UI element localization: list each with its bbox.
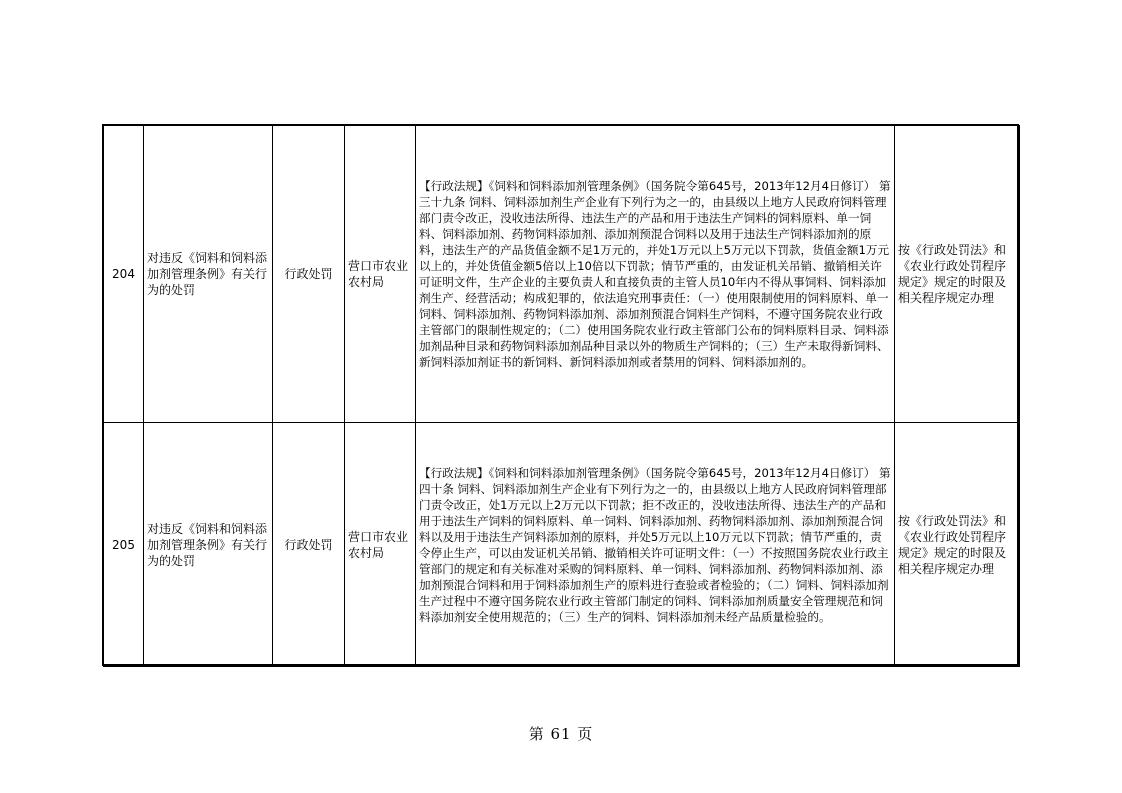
item-number: 204 [104,126,144,423]
responsible-department: 营口市农业农村局 [345,423,416,667]
responsible-department: 营口市农业农村局 [345,126,416,423]
penalty-list-table [103,125,1020,667]
procedure-note: 按《行政处罚法》和《农业行政处罚程序规定》规定的时限及相关程序规定办理 [895,423,1020,667]
power-type: 行政处罚 [273,423,345,667]
legal-basis: 【行政法规】《饲料和饲料添加剂管理条例》（国务院令第645号，2013年12月4日修订） 第四十条 饲料、饲料添加剂生产企业有下列行为之一的，由县级以上地方人民政府饲料管理部门责令改正，处1万元以上2万元以下罚款；拒不改正的，没收违法所得、违法生产的产品和用于违法生产饲料的饲料原料、单一饲料、饲料添加剂、药物饲料添加剂、添加剂预混合饲料以及用于违法生产饲料添加剂的原料，并处5万元以上10万元以下罚款；情节严重的，责令停止生产，可以由发证机关吊销、撤销相关许可证明文件：（一）不按照国务院农业行政主管部门的规定和有关标准对采购的饲料原料、单一饲料、饲料添加剂、药物饲料添加剂、添加剂预混合饲料和用于饲料添加剂生产的原料进行查验或者检验的；（二）饲料、饲料添加剂生产过程中不遵守国务院农业行政主管部门制定的饲料、饲料添加剂质量安全管理规范和饲料添加剂安全使用规范的；（三）生产的饲料、饲料添加剂未经产品质量检验的。 [416,423,895,667]
item-name: 对违反《饲料和饲料添加剂管理条例》有关行为的处罚 [144,423,273,667]
power-type: 行政处罚 [273,126,345,423]
item-number: 205 [104,423,144,667]
procedure-note: 按《行政处罚法》和《农业行政处罚程序规定》规定的时限及相关程序规定办理 [895,126,1020,423]
table-row [104,423,1020,667]
item-name: 对违反《饲料和饲料添加剂管理条例》有关行为的处罚 [144,126,273,423]
page-number: 第 61 页 [528,725,594,743]
table-row [104,126,1020,423]
legal-basis: 【行政法规】《饲料和饲料添加剂管理条例》（国务院令第645号，2013年12月4日修订） 第三十九条 饲料、饲料添加剂生产企业有下列行为之一的，由县级以上地方人民政府饲料管理部门责令改正，没收违法所得、违法生产的产品和用于违法生产饲料的饲料原料、单一饲料、饲料添加剂、药物饲料添加剂、添加剂预混合饲料以及用于违法生产饲料添加剂的原料，违法生产的产品货值金额不足1万元的，并处1万元以上5万元以下罚款，货值金额1万元以上的，并处货值金额5倍以上10倍以下罚款；情节严重的，由发证机关吊销、撤销相关许可证明文件，生产企业的主要负责人和直接负责的主管人员10年内不得从事饲料、饲料添加剂生产、经营活动；构成犯罪的，依法追究刑事责任：（一）使用限制使用的饲料原料、单一饲料、饲料添加剂、药物饲料添加剂、添加剂预混合饲料生产饲料，不遵守国务院农业行政主管部门的限制性规定的；（二）使用国务院农业行政主管部门公布的饲料原料目录、饲料添加剂品种目录和药物饲料添加剂品种目录以外的物质生产饲料的；（三）生产未取得新饲料、新饲料添加剂证书的新饲料、新饲料添加剂或者禁用的饲料、饲料添加剂的。 [416,126,895,423]
